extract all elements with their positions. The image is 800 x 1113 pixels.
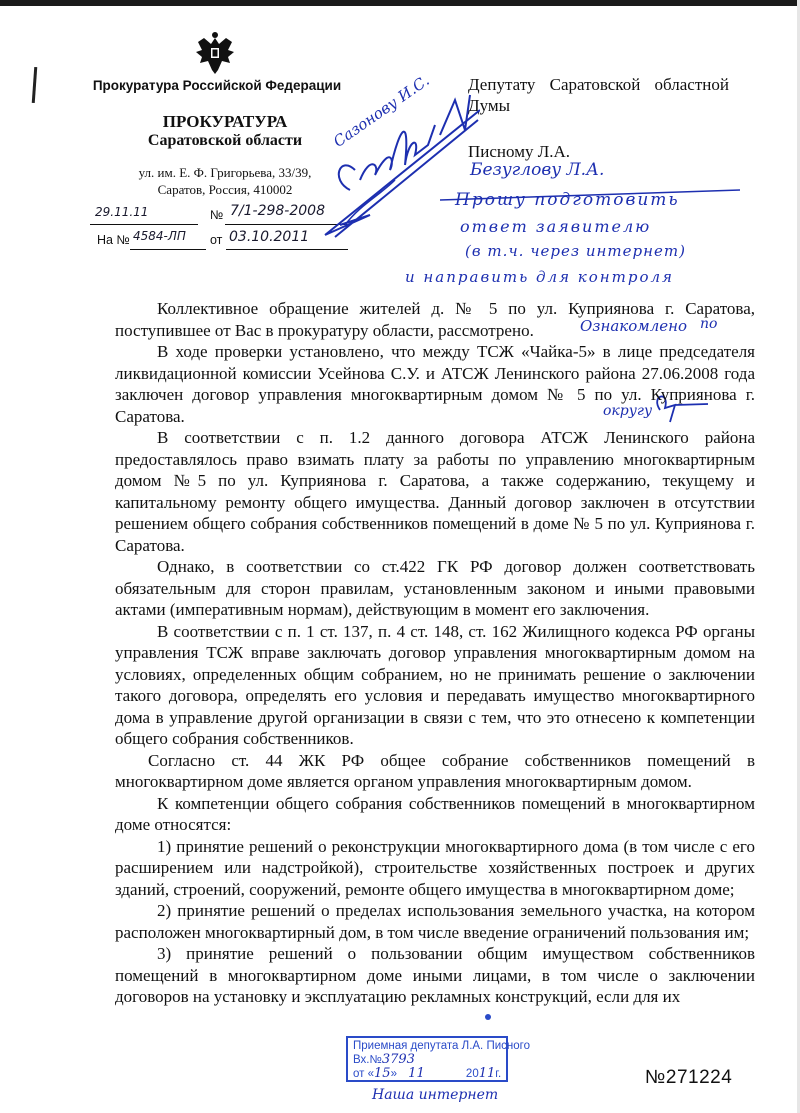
stamp-month: 11 [408,1066,425,1081]
stamp-year-prefix: 20 [465,1068,479,1080]
stamp-day-close: » [390,1068,397,1080]
ink-dot [485,1014,491,1020]
stamp-from-label: от « [353,1068,375,1080]
resolution-line-6: и направить для контроля [405,268,674,286]
body-paragraph: Коллективное обращение жителей д. № 5 по ул. Куприянова г. Саратова, поступившее от Вас в прокуратуру области, рассмотрено. [115,299,755,340]
margin-note-2: по [700,316,718,332]
resolution-line-3: Прошу подготовить [455,190,680,210]
stamp-handwritten-note: Наша интернет [372,1087,499,1103]
body-paragraph: 2) принятие решений о пределах использования земельного участка, на котором расположен многоквартирный дом, в том числе введение ограничений пользования им; [115,901,755,942]
letter-body [115,298,755,1008]
body-paragraph: К компетенции общего собрания собственников помещений в многоквартирном доме относятся: [115,793,755,834]
from-label: от [210,233,223,247]
letterhead-title: ПРОКУРАТУРА [162,112,288,131]
resolution-line-5: (в т.ч. через интернет) [465,242,686,260]
date-underline [90,224,198,225]
stamp-year-suffix: 11 [478,1066,496,1081]
body-paragraph: В соответствии с п. 1.2 данного договора АТСЖ Ленинского района предоставлялось право взимать плату за работы по управлению многоквартирным домом №5 по ул. Куприянова г. Саратова, а также содержанию, текущему и капитальному ремонту общего имущества. Данный договор заключен в отсутствии решением общего собрания собственников помещений в доме № 5 по ул. Куприянова г. Саратова. [115,428,755,555]
margin-note-1: Ознакомлено [580,317,688,335]
letterhead-address-line2: Саратов, Россия, 410002 [157,182,293,197]
stamp-incoming-number: 3793 [381,1052,415,1067]
date-handwritten: 29.11.11 [95,205,149,219]
organization-name: Прокуратура Российской Федерации [92,78,342,93]
number-label: № [210,208,224,222]
addressee-line2: Думы [468,96,511,115]
stamp-title: Приемная депутата Л.А. Писного [353,1040,530,1052]
reply-to-number-handwritten: 4584-ЛП [133,229,186,243]
body-paragraph: В соответствии с п. 1 ст. 137, п. 4 ст. 148, ст. 162 Жилищного кодекса РФ органы управления ТСЖ вправе заключать договор управления многоквартирным домом на условиях, определенных общим собранием, но не принимать решение о заключении такого договора, определять его условия и передавать имущество многоквартирного дома в управление другой организации в связи с тем, что это отнесено к компетенции общего собрания собственников. [115,621,755,748]
from-date-handwritten: 03.10.2011 [229,229,310,245]
signature-scribble-icon [320,85,480,255]
margin-pen-mark [32,67,38,103]
stamp-year-end: г. [495,1068,502,1080]
stamp-incoming-label: Вх.№ [353,1054,382,1066]
reception-stamp [346,1036,530,1082]
body-paragraph: 1) принятие решений о реконструкции многоквартирного дома (в том числе с его расширением или надстройкой), строительстве хозяйственных построек и других зданий, строений, сооружений, ремонте общего имущества в многоквартирном доме; [115,836,755,899]
resolution-line-1: Сазонову И.С. [330,71,433,151]
stamp-day: 15 [374,1066,391,1081]
letterhead-address-line1: ул. им. Е. Ф. Григорьева, 33/39, [138,165,312,180]
reply-to-underline [130,249,206,250]
reply-to-label: На № [97,233,130,247]
double-headed-eagle-emblem-icon [190,30,240,75]
margin-note-3: округу [603,403,653,419]
body-paragraph: В ходе проверки установлено, что между ТСЖ «Чайка-5» в лице председателя ликвидационной комиссии Усейнова С.У. и АТСЖ Ленинского района 27.06.2008 года заключен договор управления многоквартирным домом № 5 по ул. Куприянова г. Саратова. [115,342,755,426]
resolution-line-2: Безуглову Л.А. [470,160,605,180]
document-serial-number: №271224 [645,1067,733,1088]
scan-top-edge [0,0,800,6]
addressee-name: Писному Л.А. [468,142,571,161]
number-handwritten: 7/1-298-2008 [230,203,325,219]
body-paragraph: Согласно ст. 44 ЖК РФ общее собрание собственников помещений в многоквартирном доме является органом управления многоквартирным домом. [115,750,755,791]
resolution-line-4: ответ заявителю [460,217,652,236]
letterhead-subtitle: Саратовской области [147,132,303,149]
addressee-line1: Депутату Саратовской областной [468,75,729,94]
body-paragraph: Однако, в соответствии со ст.422 ГК РФ договор должен соответствовать обязательным для сторон правилам, установленным законом и иными правовыми актами (императивным нормам), действующим в момент его заключения. [115,557,755,619]
body-paragraph: 3) принятие решений о пользовании общим имуществом собственников помещений в многоквартирном доме иными лицами, в том числе о заключении договоров на установку и эксплуатацию рекламных конструкций, если для их [115,944,755,1006]
